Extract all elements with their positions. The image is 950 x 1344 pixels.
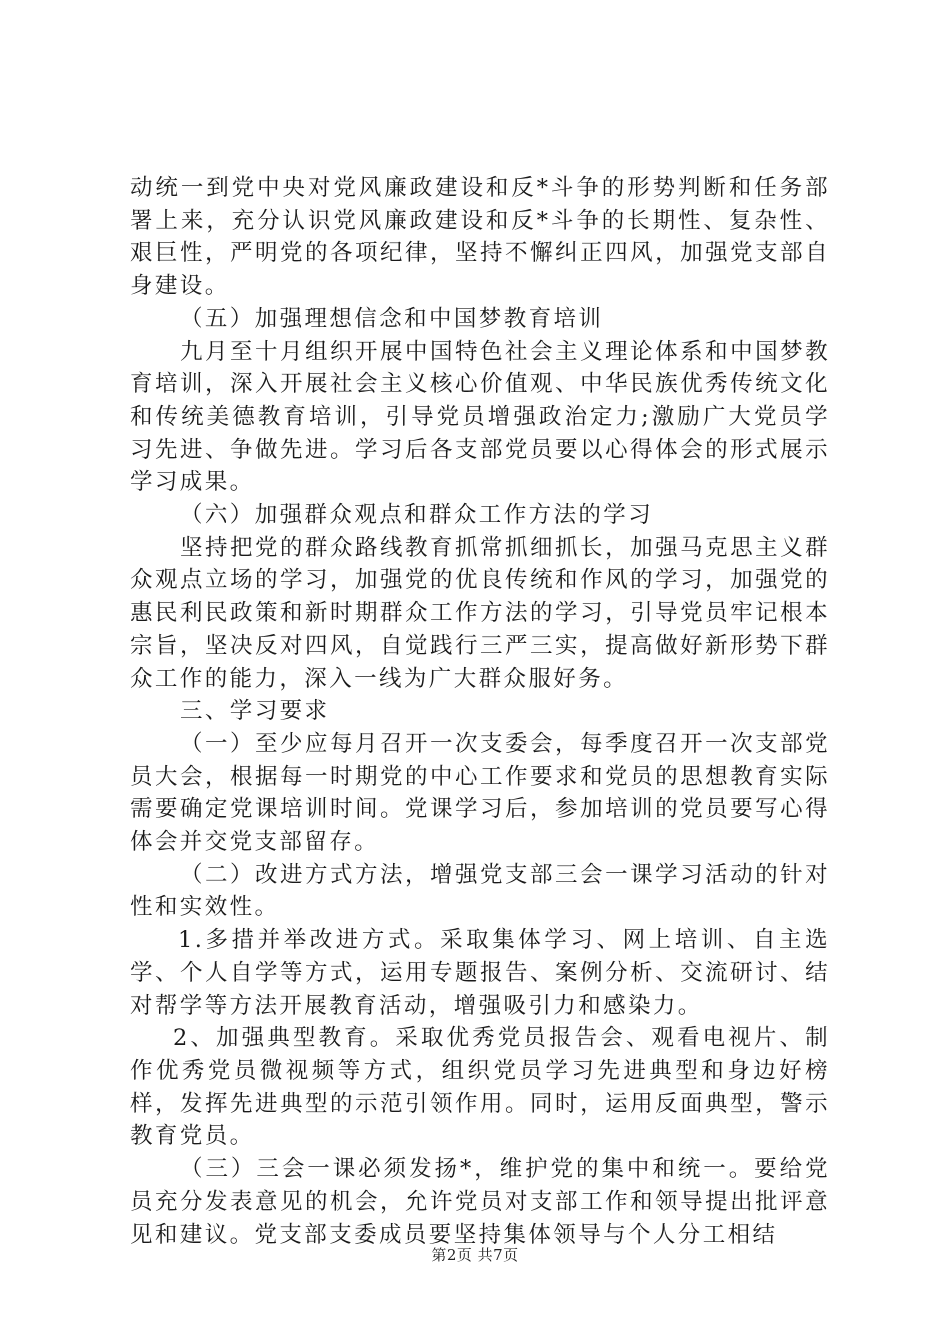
requirement-1: （一）至少应每月召开一次支委会，每季度召开一次支部党员大会，根据每一时期党的中心工作要求和党员的思想教育实际需要确定党课培训时间。党课学习后，参加培训的党员要写心得体会并交党支部留存。	[130, 730, 830, 856]
paragraph-section-6: 坚持把党的群众路线教育抓常抓细抓长，加强马克思主义群众观点立场的学习，加强党的优良传统和作风的学习，加强党的惠民利民政策和新时期群众工作方法的学习，引导党员牢记根本宗旨，坚决反对四风，自觉践行三严三实，提高做好新形势下群众工作的能力，深入一线为广大群众服好务。	[130, 534, 830, 692]
requirement-2-item-1: 1.多措并举改进方式。采取集体学习、网上培训、自主选学、个人自学等方式，运用专题报告、案例分析、交流研讨、结对帮学等方法开展教育活动，增强吸引力和感染力。	[130, 927, 830, 1019]
section-heading-6: （六）加强群众观点和群众工作方法的学习	[180, 502, 654, 529]
paragraph-continuation: 动统一到党中央对党风廉政建设和反*斗争的形势判断和任务部署上来，充分认识党风廉政建设和反*斗争的长期性、复杂性、艰巨性，严明党的各项纪律，坚持不懈纠正四风，加强党支部自身建设。	[130, 175, 830, 300]
page-number-footer: 第2页 共7页	[431, 1246, 519, 1264]
document-body	[130, 172, 830, 1251]
chapter-heading-3: 三、学习要求	[180, 698, 330, 725]
requirement-2: （二）改进方式方法，增强党支部三会一课学习活动的针对性和实效性。	[130, 861, 830, 921]
section-heading-5: （五）加强理想信念和中国梦教育培训	[180, 305, 604, 332]
requirement-3: （三）三会一课必须发扬*，维护党的集中和统一。要给党员充分发表意见的机会，允许党员对支部工作和领导提出批评意见和建议。党支部支委成员要坚持集体领导与个人分工相结	[130, 1156, 830, 1248]
requirement-2-item-2: 2、加强典型教育。采取优秀党员报告会、观看电视片、制作优秀党员微视频等方式，组织党员学习先进典型和身边好榜样，发挥先进典型的示范引领作用。同时，运用反面典型，警示教育党员。	[130, 1025, 830, 1150]
paragraph-section-5: 九月至十月组织开展中国特色社会主义理论体系和中国梦教育培训，深入开展社会主义核心价值观、中华民族优秀传统文化和传统美德教育培训，引导党员增强政治定力;激励广大党员学习先进、争做先进。学习后各支部党员要以心得体会的形式展示学习成果。	[130, 338, 830, 496]
